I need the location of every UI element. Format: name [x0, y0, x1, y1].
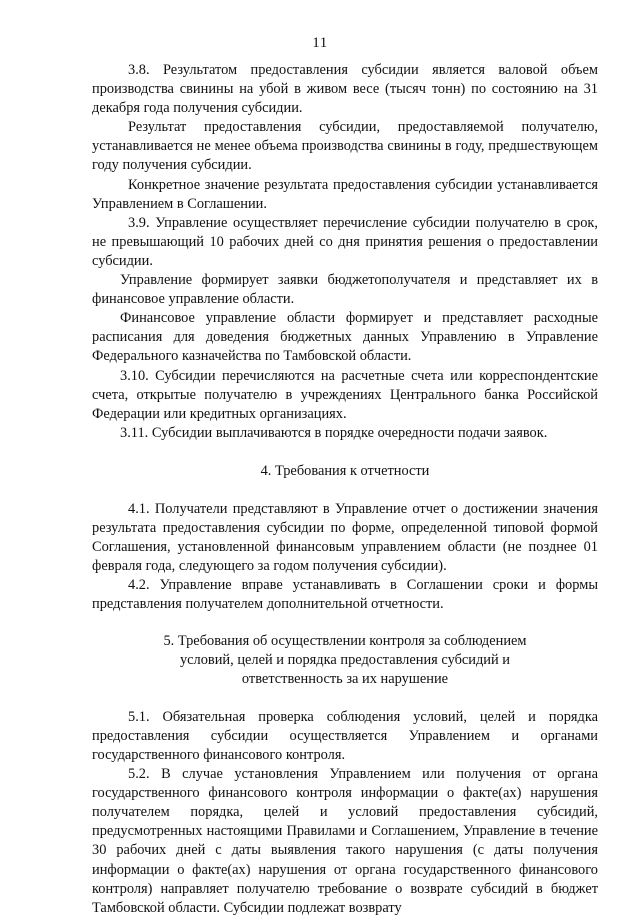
- document-body: [92, 61, 598, 918]
- section-5-heading: [92, 632, 598, 689]
- page-number: 11: [312, 35, 328, 51]
- section-4-heading: 4. Требования к отчетности: [260, 462, 430, 479]
- paragraph-4-1: 4.1. Получатели представляют в Управление отчет о достижении значения результата предоставления субсидии по форме, определенной типовой формой Соглашения, установленной финансовым управлением области (не позднее 01 февраля года, следующего за годом получения субсидии).: [92, 500, 598, 575]
- paragraph-3-11: 3.11. Субсидии выплачиваются в порядке очередности подачи заявок.: [120, 424, 548, 441]
- spacer: [92, 443, 598, 462]
- section-5-heading-line: условий, целей и порядка предоставления субсидий и: [179, 651, 511, 668]
- paragraph-3-9-requests: Управление формирует заявки бюджетополучателя и представляет их в финансовое управление области.: [92, 272, 598, 308]
- paragraph-3-8-result: Результат предоставления субсидии, предоставляемой получателю, устанавливается не менее объема производства свинины в году, предшествующем году получения субсидии.: [92, 119, 598, 174]
- spacer: [92, 689, 598, 708]
- paragraph-5-2: 5.2. В случае установления Управлением или получения от органа государственного финансового контроля информации о факте(ах) нарушения получателем порядка, целей и условий предоставления субсидий, предусмотренных настоящими Правилами и Соглашением, Управление в течение 30 рабочих дней с даты выявления такого нарушения (с даты получения информации о факте(ах) нарушения от органа государственного финансового контроля) направляет получателю требование о возврате субсидий в бюджет Тамбовской области. Субсидии подлежат возврату: [92, 766, 598, 916]
- spacer: [92, 481, 598, 500]
- paragraph-3-10: 3.10. Субсидии перечисляются на расчетные счета или корреспондентские счета, открытые получателю в учреждениях Центрального банка Российской Федерации или кредитных организациях.: [92, 367, 598, 422]
- paragraph-4-2: 4.2. Управление вправе устанавливать в Соглашении сроки и формы представления получателем дополнительной отчетности.: [92, 577, 598, 613]
- section-5-heading-line: ответственность за их нарушение: [241, 670, 449, 687]
- paragraph-3-8-value: Конкретное значение результата предоставления субсидии устанавливается Управлением в Соглашении.: [92, 176, 598, 212]
- paragraph-3-9-finance: Финансовое управление области формирует и представляет расходные расписания для доведения бюджетных данных Управлению в Управление Федерального казначейства по Тамбовской области.: [92, 310, 598, 365]
- spacer: [92, 615, 598, 632]
- paragraph-3-8: 3.8. Результатом предоставления субсидии является валовой объем производства свинины на убой в живом весе (тысяч тонн) по состоянию на 31 декабря года получения субсидии.: [92, 62, 598, 117]
- paragraph-5-1: 5.1. Обязательная проверка соблюдения условий, целей и порядка предоставления субсидии осуществляется Управлением и органами государственного финансового контроля.: [92, 708, 598, 763]
- paragraph-3-9: 3.9. Управление осуществляет перечисление субсидии получателю в срок, не превышающий 10 рабочих дней со дня принятия решения о предоставлении субсидии.: [92, 214, 598, 269]
- section-5-heading-line: 5. Требования об осуществлении контроля за соблюдением: [163, 632, 527, 649]
